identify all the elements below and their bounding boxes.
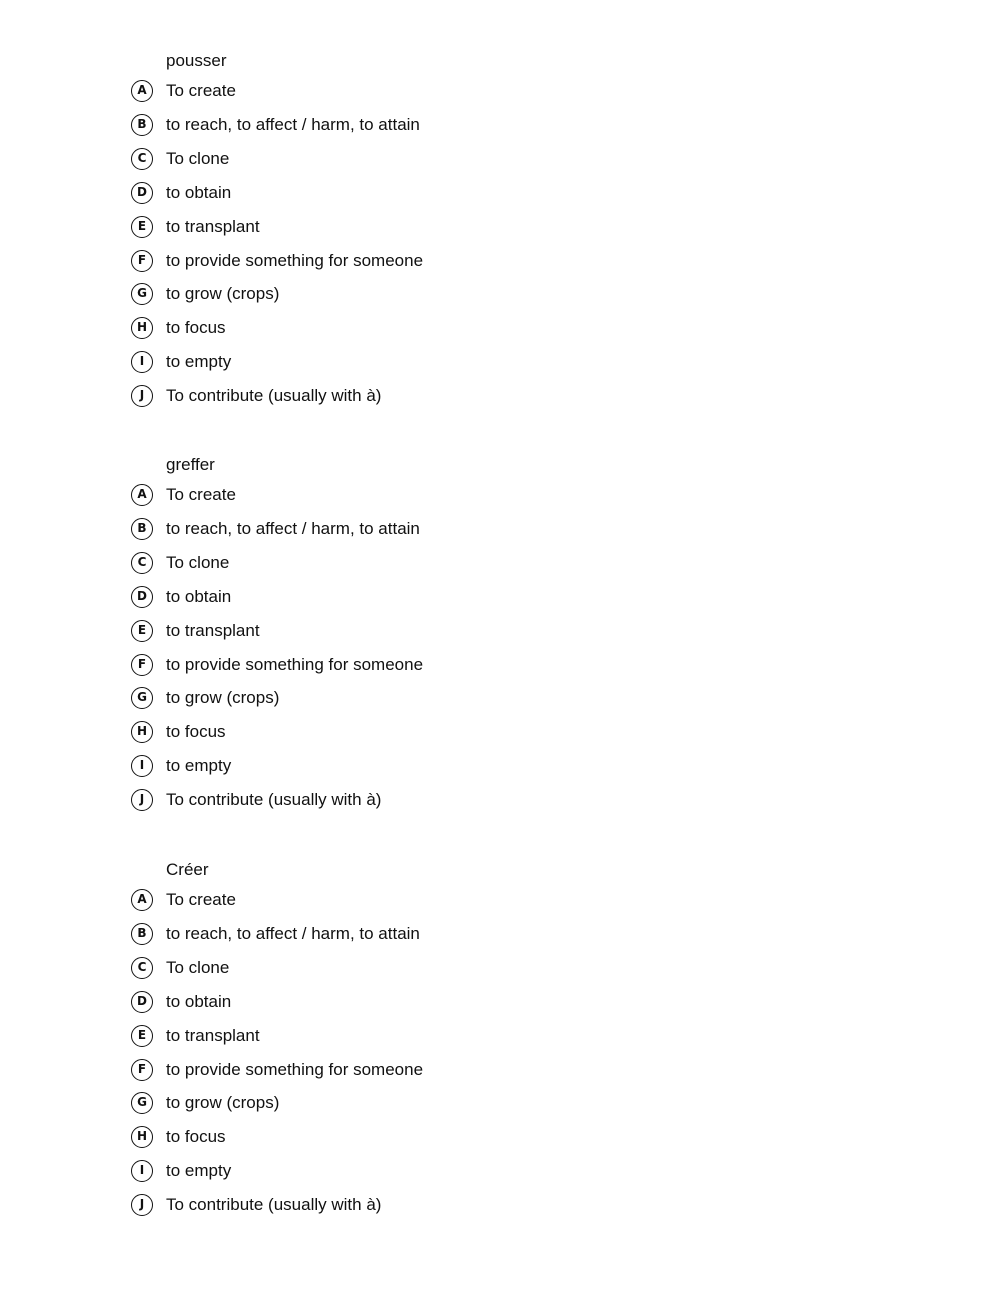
option-label: to provide something for someone bbox=[166, 1059, 424, 1079]
option-letter-bubble[interactable]: J bbox=[131, 789, 153, 811]
answer-option-d[interactable] bbox=[0, 990, 600, 1018]
option-label: to transplant bbox=[166, 1025, 260, 1045]
option-label: to focus bbox=[166, 318, 226, 338]
option-letter-bubble[interactable]: F bbox=[131, 250, 153, 272]
question-prompt: Créer bbox=[166, 860, 209, 879]
option-letter-bubble[interactable]: D bbox=[131, 182, 153, 204]
answer-option-g[interactable] bbox=[0, 282, 600, 310]
option-label: to provide something for someone bbox=[166, 654, 424, 674]
answer-option-f[interactable] bbox=[0, 1058, 600, 1086]
option-label: to reach, to affect / harm, to attain bbox=[166, 114, 420, 134]
option-letter-bubble[interactable]: A bbox=[131, 80, 153, 102]
question-header bbox=[0, 856, 600, 884]
option-letter-bubble[interactable]: H bbox=[131, 721, 153, 743]
answer-option-b[interactable] bbox=[0, 517, 600, 545]
option-label: to obtain bbox=[166, 991, 232, 1011]
option-letter-bubble[interactable]: H bbox=[131, 317, 153, 339]
option-letter-bubble[interactable]: I bbox=[131, 351, 153, 373]
option-letter-bubble[interactable]: J bbox=[131, 385, 153, 407]
answer-option-b[interactable] bbox=[0, 922, 600, 950]
option-label: To clone bbox=[166, 552, 230, 572]
option-letter-bubble[interactable]: A bbox=[131, 484, 153, 506]
answer-option-c[interactable] bbox=[0, 551, 600, 579]
answer-option-h[interactable] bbox=[0, 316, 600, 344]
option-label: to grow (crops) bbox=[166, 284, 280, 304]
option-label: to grow (crops) bbox=[166, 688, 280, 708]
option-label: to transplant bbox=[166, 216, 260, 236]
option-label: To contribute (usually with à) bbox=[166, 386, 382, 406]
answer-option-j[interactable] bbox=[0, 1193, 600, 1221]
option-letter-bubble[interactable]: I bbox=[131, 755, 153, 777]
option-letter-bubble[interactable]: B bbox=[131, 518, 153, 540]
option-label: to transplant bbox=[166, 620, 260, 640]
option-label: to reach, to affect / harm, to attain bbox=[166, 923, 420, 943]
option-letter-bubble[interactable]: C bbox=[131, 957, 153, 979]
answer-option-d[interactable] bbox=[0, 585, 600, 613]
answer-option-j[interactable] bbox=[0, 384, 600, 412]
option-letter-bubble[interactable]: F bbox=[131, 654, 153, 676]
option-label: to obtain bbox=[166, 586, 232, 606]
option-letter-bubble[interactable]: G bbox=[131, 687, 153, 709]
answer-option-c[interactable] bbox=[0, 956, 600, 984]
option-letter-bubble[interactable]: E bbox=[131, 1025, 153, 1047]
question-header bbox=[0, 47, 600, 75]
answer-option-f[interactable] bbox=[0, 653, 600, 681]
option-label: to empty bbox=[166, 756, 232, 776]
option-label: to grow (crops) bbox=[166, 1093, 280, 1113]
option-letter-bubble[interactable]: B bbox=[131, 114, 153, 136]
answer-option-i[interactable] bbox=[0, 350, 600, 378]
option-letter-bubble[interactable]: I bbox=[131, 1160, 153, 1182]
question-3 bbox=[0, 856, 1000, 1273]
option-label: to empty bbox=[166, 1161, 232, 1181]
answer-option-a[interactable] bbox=[0, 888, 600, 916]
option-label: To clone bbox=[166, 957, 230, 977]
option-label: To clone bbox=[166, 148, 230, 168]
answer-option-j[interactable] bbox=[0, 788, 600, 816]
answer-option-f[interactable] bbox=[0, 249, 600, 277]
option-letter-bubble[interactable]: A bbox=[131, 889, 153, 911]
option-letter-bubble[interactable]: G bbox=[131, 1092, 153, 1114]
question-prompt: pousser bbox=[166, 51, 227, 70]
question-1 bbox=[0, 47, 1000, 464]
question-prompt: greffer bbox=[166, 455, 215, 474]
answer-option-i[interactable] bbox=[0, 754, 600, 782]
option-label: To create bbox=[166, 890, 236, 909]
answer-option-e[interactable] bbox=[0, 1024, 600, 1052]
option-letter-bubble[interactable]: D bbox=[131, 991, 153, 1013]
option-letter-bubble[interactable]: C bbox=[131, 552, 153, 574]
answer-option-i[interactable] bbox=[0, 1159, 600, 1187]
option-letter-bubble[interactable]: E bbox=[131, 620, 153, 642]
option-label: to obtain bbox=[166, 182, 232, 202]
option-label: To create bbox=[166, 81, 236, 100]
option-label: To contribute (usually with à) bbox=[166, 790, 382, 810]
answer-option-a[interactable] bbox=[0, 79, 600, 107]
option-label: to focus bbox=[166, 722, 226, 742]
question-2 bbox=[0, 451, 1000, 868]
option-label: to provide something for someone bbox=[166, 250, 424, 270]
answer-option-h[interactable] bbox=[0, 1125, 600, 1153]
answer-option-b[interactable] bbox=[0, 113, 600, 141]
answer-option-g[interactable] bbox=[0, 686, 600, 714]
option-letter-bubble[interactable]: C bbox=[131, 148, 153, 170]
option-label: to focus bbox=[166, 1127, 226, 1147]
option-letter-bubble[interactable]: F bbox=[131, 1059, 153, 1081]
answer-option-c[interactable] bbox=[0, 147, 600, 175]
option-letter-bubble[interactable]: G bbox=[131, 283, 153, 305]
answer-option-e[interactable] bbox=[0, 619, 600, 647]
option-letter-bubble[interactable]: B bbox=[131, 923, 153, 945]
answer-option-d[interactable] bbox=[0, 181, 600, 209]
answer-option-h[interactable] bbox=[0, 720, 600, 748]
option-label: To create bbox=[166, 485, 236, 504]
option-label: to reach, to affect / harm, to attain bbox=[166, 518, 420, 538]
option-letter-bubble[interactable]: J bbox=[131, 1194, 153, 1216]
answer-option-e[interactable] bbox=[0, 215, 600, 243]
question-header bbox=[0, 451, 600, 479]
option-letter-bubble[interactable]: E bbox=[131, 216, 153, 238]
answer-option-g[interactable] bbox=[0, 1091, 600, 1119]
option-label: to empty bbox=[166, 352, 232, 372]
option-letter-bubble[interactable]: D bbox=[131, 586, 153, 608]
option-letter-bubble[interactable]: H bbox=[131, 1126, 153, 1148]
answer-option-a[interactable] bbox=[0, 483, 600, 511]
option-label: To contribute (usually with à) bbox=[166, 1195, 382, 1215]
